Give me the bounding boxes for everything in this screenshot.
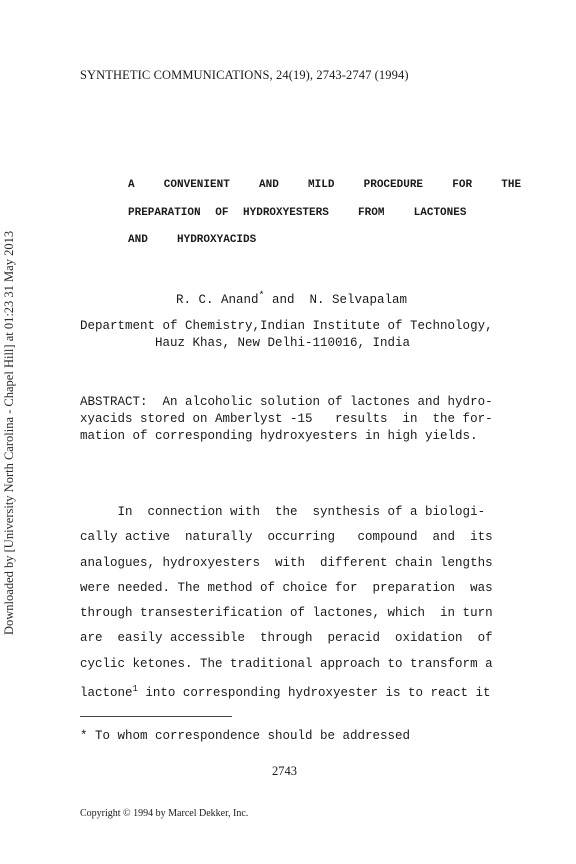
affiliation-line: Department of Chemistry,Indian Institute of Technology, [80,319,493,333]
article-title-line-2: PREPARATION OF HYDROXYESTERS FROM LACTONES [128,207,467,219]
body-line: are easily accessible through peracid oxidation of [80,631,493,646]
page-number: 2743 [272,764,297,778]
body-line: In connection with the synthesis of a biologi- [80,505,486,519]
body-line: analogues, hydroxyesters with different chain lengths [80,555,493,570]
body-line: cyclic ketones. The traditional approach to transform a [80,656,493,671]
footnote: * To whom correspondence should be addressed [80,729,411,743]
author-line [176,291,407,307]
author-selvapalam: and N. Selvapalam [264,293,408,308]
footnote-divider [80,716,232,717]
article-title-line-1: A CONVENIENT AND MILD PROCEDURE FOR THE [128,179,522,191]
abstract [80,394,493,445]
body-line: cally active naturally occurring compound and its [80,530,493,545]
body-last-text-a: lactone [80,686,133,701]
article-title-line-3: AND HYDROXYACIDS [128,234,257,246]
author-anand: R. C. Anand [176,293,259,308]
abstract-line: mation of corresponding hydroxyesters in high yields. [80,429,478,443]
copyright-notice: Copyright © 1994 by Marcel Dekker, Inc. [80,808,249,819]
download-watermark: Downloaded by [University North Carolina - Chapel Hill] at 01:23 31 May 2013 [2,230,16,635]
reference-marker: 1 [132,684,138,695]
affiliation [80,318,493,352]
body-paragraph [80,500,493,707]
body-line: through transesterification of lactones, which in turn [80,606,493,621]
abstract-line: xyacids stored on Amberlyst -15 results in the for- [80,412,493,426]
affiliation-line: Hauz Khas, New Delhi-110016, India [80,336,411,350]
abstract-line: ABSTRACT: An alcoholic solution of lactones and hydro- [80,395,493,409]
body-line-last [80,677,493,706]
body-line: were needed. The method of choice for preparation was [80,580,493,595]
corresponding-author-mark: * [258,291,265,302]
body-last-text-b: into corresponding hydroxyester is to react it [137,686,491,701]
journal-citation: SYNTHETIC COMMUNICATIONS, 24(19), 2743-2747 (1994) [80,68,409,82]
